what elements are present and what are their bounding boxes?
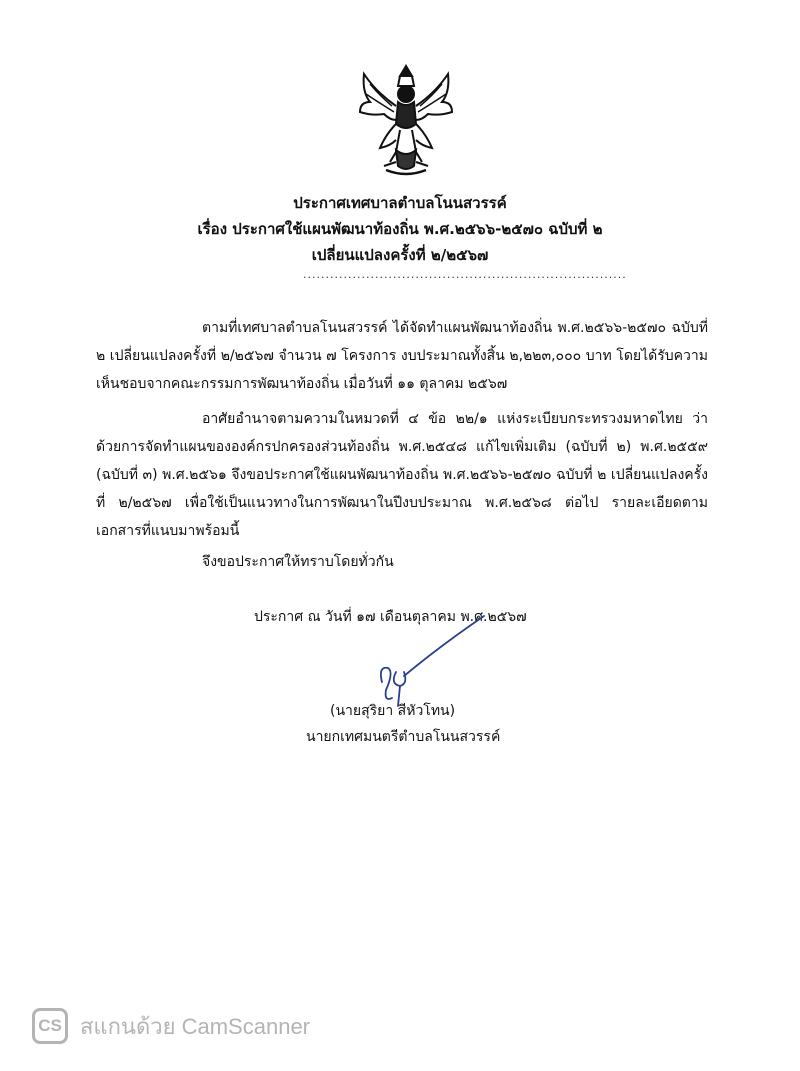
signer-name: (นายสุริยา สีหัวโทน) [330, 703, 456, 719]
signer-title: นายกเทศมนตรีตำบลโนนสวรรค์ [306, 729, 501, 745]
announcement-title: ประกาศเทศบาลตำบลโนนสวรรค์ [293, 194, 507, 212]
announcement-revision: เปลี่ยนแปลงครั้งที่ ๒/๒๕๖๗ [311, 246, 489, 264]
announcement-subject: เรื่อง ประกาศใช้แผนพัฒนาท้องถิ่น พ.ศ.๒๕๖๖-๒๕๗๐ ฉบับที่ ๒ [197, 220, 603, 238]
camscanner-watermark [32, 1006, 310, 1046]
dotted-divider: ........................................................................ [303, 268, 627, 281]
camscanner-logo-icon: CS [32, 1008, 68, 1044]
paragraph-authority: อาศัยอำนาจตามความในหมวดที่ ๔ ข้อ ๒๒/๑ แห่งระเบียบกระทรวงมหาดไทย ว่าด้วยการจัดทำแผนขององค์กรปกครองส่วนท้องถิ่น พ.ศ.๒๕๔๘ แก้ไขเพิ่มเติม (ฉบับที่ ๒) พ.ศ.๒๕๕๙ (ฉบับที่ ๓) พ.ศ.๒๕๖๑ จึงขอประกาศใช้แผนพัฒนาท้องถิ่น พ.ศ.๒๕๖๖-๒๕๗๐ ฉบับที่ ๒ เปลี่ยนแปลงครั้งที่ ๒/๒๕๖๗ เพื่อใช้เป็นแนวทางในการพัฒนาในปีงบประมาณ พ.ศ.๒๕๖๘ ต่อไป รายละเอียดตามเอกสารที่แนบมาพร้อมนี้ [96, 411, 708, 539]
announcement-date: ประกาศ ณ วันที่ ๑๗ เดือนตุลาคม พ.ศ.๒๕๖๗ [254, 609, 527, 625]
paragraph-background: ตามที่เทศบาลตำบลโนนสวรรค์ ได้จัดทำแผนพัฒนาท้องถิ่น พ.ศ.๒๕๖๖-๒๕๗๐ ฉบับที่ ๒ เปลี่ยนแปลงครั้งที่ ๒/๒๕๖๗ จำนวน ๗ โครงการ งบประมาณทั้งสิ้น ๒,๒๒๓,๐๐๐ บาท โดยได้รับความเห็นชอบจากคณะกรรมการพัฒนาท้องถิ่น เมื่อวันที่ ๑๑ ตุลาคม ๒๕๖๗ [96, 320, 708, 392]
paragraph-closing: จึงขอประกาศให้ทราบโดยทั่วกัน [202, 554, 394, 570]
garuda-emblem-icon [356, 62, 456, 178]
watermark-text: สแกนด้วย CamScanner [80, 1013, 311, 1039]
